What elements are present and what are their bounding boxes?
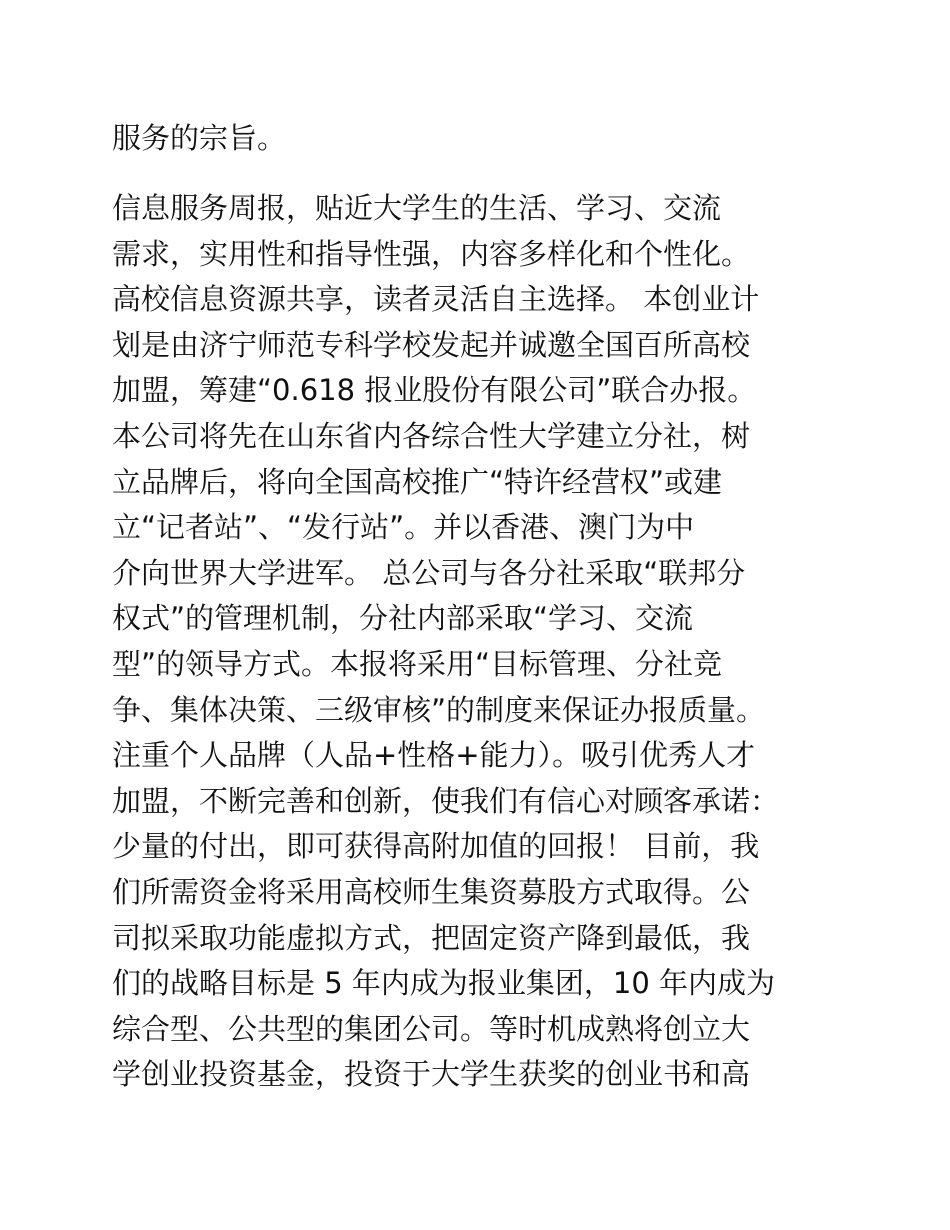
- text-line: 本公司将先在山东省内各综合性大学建立分社，树: [112, 418, 751, 453]
- text-line: 划是由济宁师范专科学校发起并诚邀全国百所高校: [112, 327, 751, 362]
- text-line: 加盟，不断完善和创新，使我们有信心对顾客承诺：: [112, 783, 780, 818]
- text-line: 们的战略目标是 5 年内成为报业集团，10 年内成为: [112, 966, 776, 1001]
- text-line: 介向世界大学进军。 总公司与各分社采取“联邦分: [112, 555, 746, 590]
- paragraph-1: [112, 116, 842, 162]
- paragraph-2: [112, 186, 842, 1098]
- text-line: 权式”的管理机制，分社内部采取“学习、交流: [112, 601, 694, 636]
- text-line: 信息服务周报，贴近大学生的生活、学习、交流: [112, 191, 722, 225]
- text-line: 们所需资金将采用高校师生集资募股方式取得。公: [112, 874, 751, 909]
- text-line: 综合型、公共型的集团公司。等时机成熟将创立大: [112, 1011, 751, 1046]
- text-line: 立“记者站”、“发行站”。并以香港、澳门为中: [112, 510, 695, 545]
- text-line: 型”的领导方式。本报将采用“目标管理、分社竞: [112, 646, 723, 681]
- text-line: 注重个人品牌（人品+性格+能力）。吸引优秀人才: [112, 738, 756, 773]
- text-line: 服务的宗旨。: [112, 121, 287, 155]
- text-line: 加盟，筹建“0.618 报业股份有限公司”联合办报。: [112, 373, 757, 408]
- text-line: 学创业投资基金，投资于大学生获奖的创业书和高: [112, 1057, 751, 1092]
- text-line: 少量的付出，即可获得高附加值的回报！ 目前，我: [112, 829, 760, 864]
- text-line: 立品牌后，将向全国高校推广“特许经营权”或建: [112, 464, 723, 499]
- text-line: 需求，实用性和指导性强，内容多样化和个性化。: [112, 236, 751, 271]
- text-line: 高校信息资源共享，读者灵活自主选择。 本创业计: [112, 282, 760, 317]
- text-line: 争、集体决策、三级审核”的制度来保证办报质量。: [112, 692, 766, 727]
- text-line: 司拟采取功能虚拟方式，把固定资产降到最低，我: [112, 920, 751, 955]
